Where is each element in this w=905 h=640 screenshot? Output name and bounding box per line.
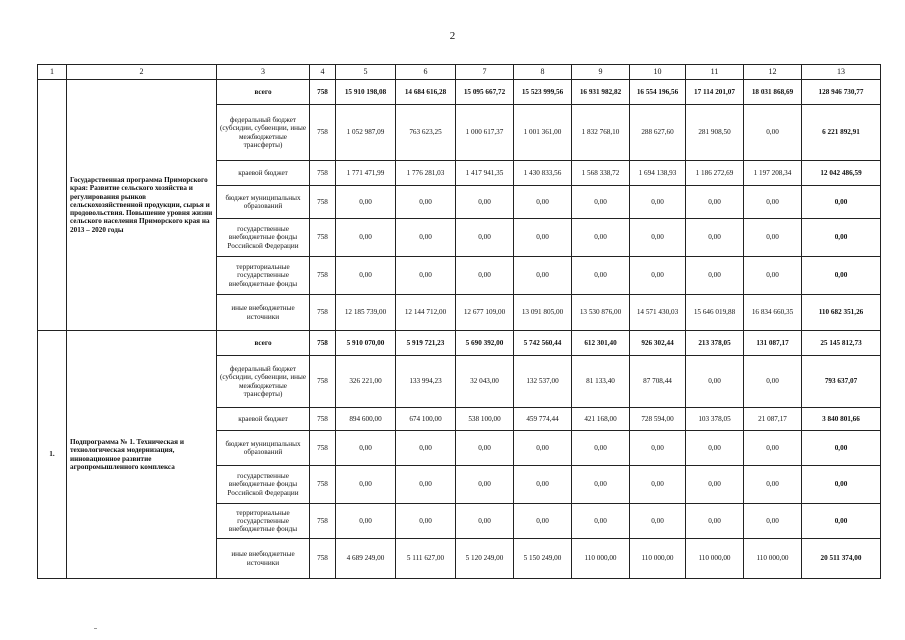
year-amount: 1 000 617,37: [456, 105, 514, 161]
year-amount: 1 568 338,72: [572, 161, 630, 186]
year-amount: 15 095 667,72: [456, 80, 514, 105]
total-amount: 128 946 730,77: [802, 80, 881, 105]
year-amount: 0,00: [630, 186, 686, 219]
year-amount: 5 742 560,44: [514, 331, 572, 356]
budget-code: 758: [310, 504, 336, 539]
year-amount: 0,00: [456, 504, 514, 539]
year-amount: 0,00: [572, 219, 630, 257]
header-cell: 1: [38, 65, 67, 80]
year-amount: 894 600,00: [336, 408, 396, 431]
total-amount: 0,00: [802, 186, 881, 219]
year-amount: 728 594,00: [630, 408, 686, 431]
year-amount: 13 530 876,00: [572, 295, 630, 331]
year-amount: 0,00: [514, 186, 572, 219]
year-amount: 0,00: [336, 257, 396, 295]
year-amount: 0,00: [572, 186, 630, 219]
header-cell: 13: [802, 65, 881, 80]
page-number: 2: [449, 30, 456, 42]
header-cell: 2: [67, 65, 217, 80]
year-amount: 0,00: [336, 431, 396, 466]
year-amount: 0,00: [514, 219, 572, 257]
year-amount: 0,00: [686, 219, 744, 257]
year-amount: 5 690 392,00: [456, 331, 514, 356]
year-amount: 459 774,44: [514, 408, 572, 431]
year-amount: 0,00: [744, 504, 802, 539]
year-amount: 1 417 941,35: [456, 161, 514, 186]
year-amount: 16 554 196,56: [630, 80, 686, 105]
total-amount: 0,00: [802, 431, 881, 466]
funding-source: всего: [217, 331, 310, 356]
year-amount: 213 378,05: [686, 331, 744, 356]
year-amount: 0,00: [630, 504, 686, 539]
funding-source: иные внебюджетные источники: [217, 539, 310, 579]
program-number: [38, 80, 67, 331]
year-amount: 110 000,00: [630, 539, 686, 579]
year-amount: 0,00: [686, 466, 744, 504]
funding-source: федеральный бюджет (субсидии, субвенции, иные межбюджетные трансферты): [217, 356, 310, 408]
year-amount: 0,00: [630, 431, 686, 466]
year-amount: 1 052 987,09: [336, 105, 396, 161]
year-amount: 281 908,50: [686, 105, 744, 161]
year-amount: 0,00: [572, 431, 630, 466]
total-amount: 3 840 801,66: [802, 408, 881, 431]
year-amount: 110 000,00: [744, 539, 802, 579]
year-amount: 0,00: [336, 466, 396, 504]
header-cell: 9: [572, 65, 630, 80]
header-cell: 7: [456, 65, 514, 80]
year-amount: 538 100,00: [456, 408, 514, 431]
program-number: 1.: [38, 331, 67, 579]
year-amount: 0,00: [514, 466, 572, 504]
header-cell: 8: [514, 65, 572, 80]
header-cell: 5: [336, 65, 396, 80]
year-amount: 5 120 249,00: [456, 539, 514, 579]
year-amount: 32 043,00: [456, 356, 514, 408]
year-amount: 0,00: [630, 466, 686, 504]
header-cell: 4: [310, 65, 336, 80]
year-amount: 0,00: [744, 431, 802, 466]
budget-code: 758: [310, 331, 336, 356]
funding-source: федеральный бюджет (субсидии, субвенции, иные межбюджетные трансферты): [217, 105, 310, 161]
year-amount: 13 091 805,00: [514, 295, 572, 331]
year-amount: 1 001 361,00: [514, 105, 572, 161]
year-amount: 0,00: [514, 504, 572, 539]
year-amount: 1 832 768,10: [572, 105, 630, 161]
budget-code: 758: [310, 295, 336, 331]
year-amount: 0,00: [396, 219, 456, 257]
funding-source: бюджет муниципальных образований: [217, 186, 310, 219]
budget-code: 758: [310, 219, 336, 257]
total-amount: 20 511 374,00: [802, 539, 881, 579]
year-amount: 12 144 712,00: [396, 295, 456, 331]
total-amount: 0,00: [802, 257, 881, 295]
budget-code: 758: [310, 186, 336, 219]
year-amount: 5 111 627,00: [396, 539, 456, 579]
budget-code: 758: [310, 80, 336, 105]
program-title: Государственная программа Приморского края: Развитие сельского хозяйства и регулирования рынков сельскохозяйственной продукции, сырья и продовольствия. Повышение уровня жизни сельского населения Приморского края на 2013 – 2020 годы: [67, 80, 217, 331]
total-amount: 0,00: [802, 504, 881, 539]
total-amount: 0,00: [802, 219, 881, 257]
year-amount: 0,00: [630, 219, 686, 257]
funding-source: краевой бюджет: [217, 408, 310, 431]
budget-code: 758: [310, 408, 336, 431]
year-amount: 0,00: [686, 431, 744, 466]
funding-source: территориальные государственные внебюджетные фонды: [217, 257, 310, 295]
year-amount: 326 221,00: [336, 356, 396, 408]
budget-code: 758: [310, 356, 336, 408]
year-amount: 0,00: [630, 257, 686, 295]
year-amount: 1 694 138,93: [630, 161, 686, 186]
year-amount: 16 834 660,35: [744, 295, 802, 331]
year-amount: 0,00: [514, 431, 572, 466]
year-amount: 763 623,25: [396, 105, 456, 161]
year-amount: 14 571 430,03: [630, 295, 686, 331]
year-amount: 1 771 471,99: [336, 161, 396, 186]
year-amount: 0,00: [456, 219, 514, 257]
year-amount: 15 523 999,56: [514, 80, 572, 105]
year-amount: 0,00: [396, 186, 456, 219]
year-amount: 15 910 198,08: [336, 80, 396, 105]
year-amount: 0,00: [744, 219, 802, 257]
year-amount: 0,00: [396, 257, 456, 295]
year-amount: 0,00: [456, 257, 514, 295]
year-amount: 131 087,17: [744, 331, 802, 356]
year-amount: 18 031 868,69: [744, 80, 802, 105]
year-amount: 0,00: [456, 466, 514, 504]
year-amount: 5 910 070,00: [336, 331, 396, 356]
year-amount: 0,00: [514, 257, 572, 295]
year-amount: 5 150 249,00: [514, 539, 572, 579]
header-row: [38, 65, 881, 80]
scan-mark: [94, 628, 97, 629]
year-amount: 1 197 208,34: [744, 161, 802, 186]
table-row: [38, 80, 881, 105]
year-amount: 0,00: [396, 504, 456, 539]
year-amount: 0,00: [686, 504, 744, 539]
year-amount: 1 186 272,69: [686, 161, 744, 186]
year-amount: 12 677 109,00: [456, 295, 514, 331]
program-title: Подпрограмма № 1. Техническая и технологическая модернизация, инновационное развитие агропромышленного комплекса: [67, 331, 217, 579]
budget-code: 758: [310, 105, 336, 161]
year-amount: 12 185 739,00: [336, 295, 396, 331]
header-cell: 10: [630, 65, 686, 80]
year-amount: 421 168,00: [572, 408, 630, 431]
total-amount: 12 042 486,59: [802, 161, 881, 186]
year-amount: 1 430 833,56: [514, 161, 572, 186]
year-amount: 0,00: [336, 186, 396, 219]
budget-code: 758: [310, 257, 336, 295]
year-amount: 21 087,17: [744, 408, 802, 431]
funding-source: государственные внебюджетные фонды Российской Федерации: [217, 219, 310, 257]
year-amount: 17 114 201,07: [686, 80, 744, 105]
year-amount: 0,00: [686, 257, 744, 295]
budget-code: 758: [310, 431, 336, 466]
header-cell: 3: [217, 65, 310, 80]
total-amount: 110 682 351,26: [802, 295, 881, 331]
year-amount: 0,00: [744, 257, 802, 295]
year-amount: 0,00: [456, 431, 514, 466]
year-amount: 16 931 982,82: [572, 80, 630, 105]
year-amount: 674 100,00: [396, 408, 456, 431]
header-cell: 11: [686, 65, 744, 80]
year-amount: 5 919 721,23: [396, 331, 456, 356]
year-amount: 612 301,40: [572, 331, 630, 356]
year-amount: 14 684 616,28: [396, 80, 456, 105]
year-amount: 110 000,00: [686, 539, 744, 579]
year-amount: 133 994,23: [396, 356, 456, 408]
year-amount: 103 378,05: [686, 408, 744, 431]
year-amount: 0,00: [744, 356, 802, 408]
year-amount: 87 708,44: [630, 356, 686, 408]
year-amount: 0,00: [336, 504, 396, 539]
year-amount: 110 000,00: [572, 539, 630, 579]
total-amount: 6 221 892,91: [802, 105, 881, 161]
budget-table: [37, 64, 881, 579]
header-cell: 12: [744, 65, 802, 80]
year-amount: 132 537,00: [514, 356, 572, 408]
year-amount: 0,00: [744, 105, 802, 161]
year-amount: 288 627,60: [630, 105, 686, 161]
funding-source: территориальные государственные внебюджетные фонды: [217, 504, 310, 539]
year-amount: 1 776 281,03: [396, 161, 456, 186]
total-amount: 25 145 812,73: [802, 331, 881, 356]
funding-source: краевой бюджет: [217, 161, 310, 186]
funding-source: государственные внебюджетные фонды Российской Федерации: [217, 466, 310, 504]
year-amount: 0,00: [336, 219, 396, 257]
budget-code: 758: [310, 161, 336, 186]
year-amount: 0,00: [686, 186, 744, 219]
year-amount: 0,00: [744, 186, 802, 219]
year-amount: 81 133,40: [572, 356, 630, 408]
year-amount: 4 689 249,00: [336, 539, 396, 579]
funding-source: иные внебюджетные источники: [217, 295, 310, 331]
budget-code: 758: [310, 539, 336, 579]
year-amount: 0,00: [396, 466, 456, 504]
header-cell: 6: [396, 65, 456, 80]
budget-code: 758: [310, 466, 336, 504]
year-amount: 0,00: [572, 466, 630, 504]
year-amount: 0,00: [396, 431, 456, 466]
funding-source: всего: [217, 80, 310, 105]
total-amount: 793 637,07: [802, 356, 881, 408]
year-amount: 926 302,44: [630, 331, 686, 356]
year-amount: 0,00: [456, 186, 514, 219]
year-amount: 0,00: [744, 466, 802, 504]
year-amount: 0,00: [572, 257, 630, 295]
table-row: [38, 331, 881, 356]
year-amount: 0,00: [572, 504, 630, 539]
year-amount: 15 646 019,88: [686, 295, 744, 331]
year-amount: 0,00: [686, 356, 744, 408]
total-amount: 0,00: [802, 466, 881, 504]
funding-source: бюджет муниципальных образований: [217, 431, 310, 466]
